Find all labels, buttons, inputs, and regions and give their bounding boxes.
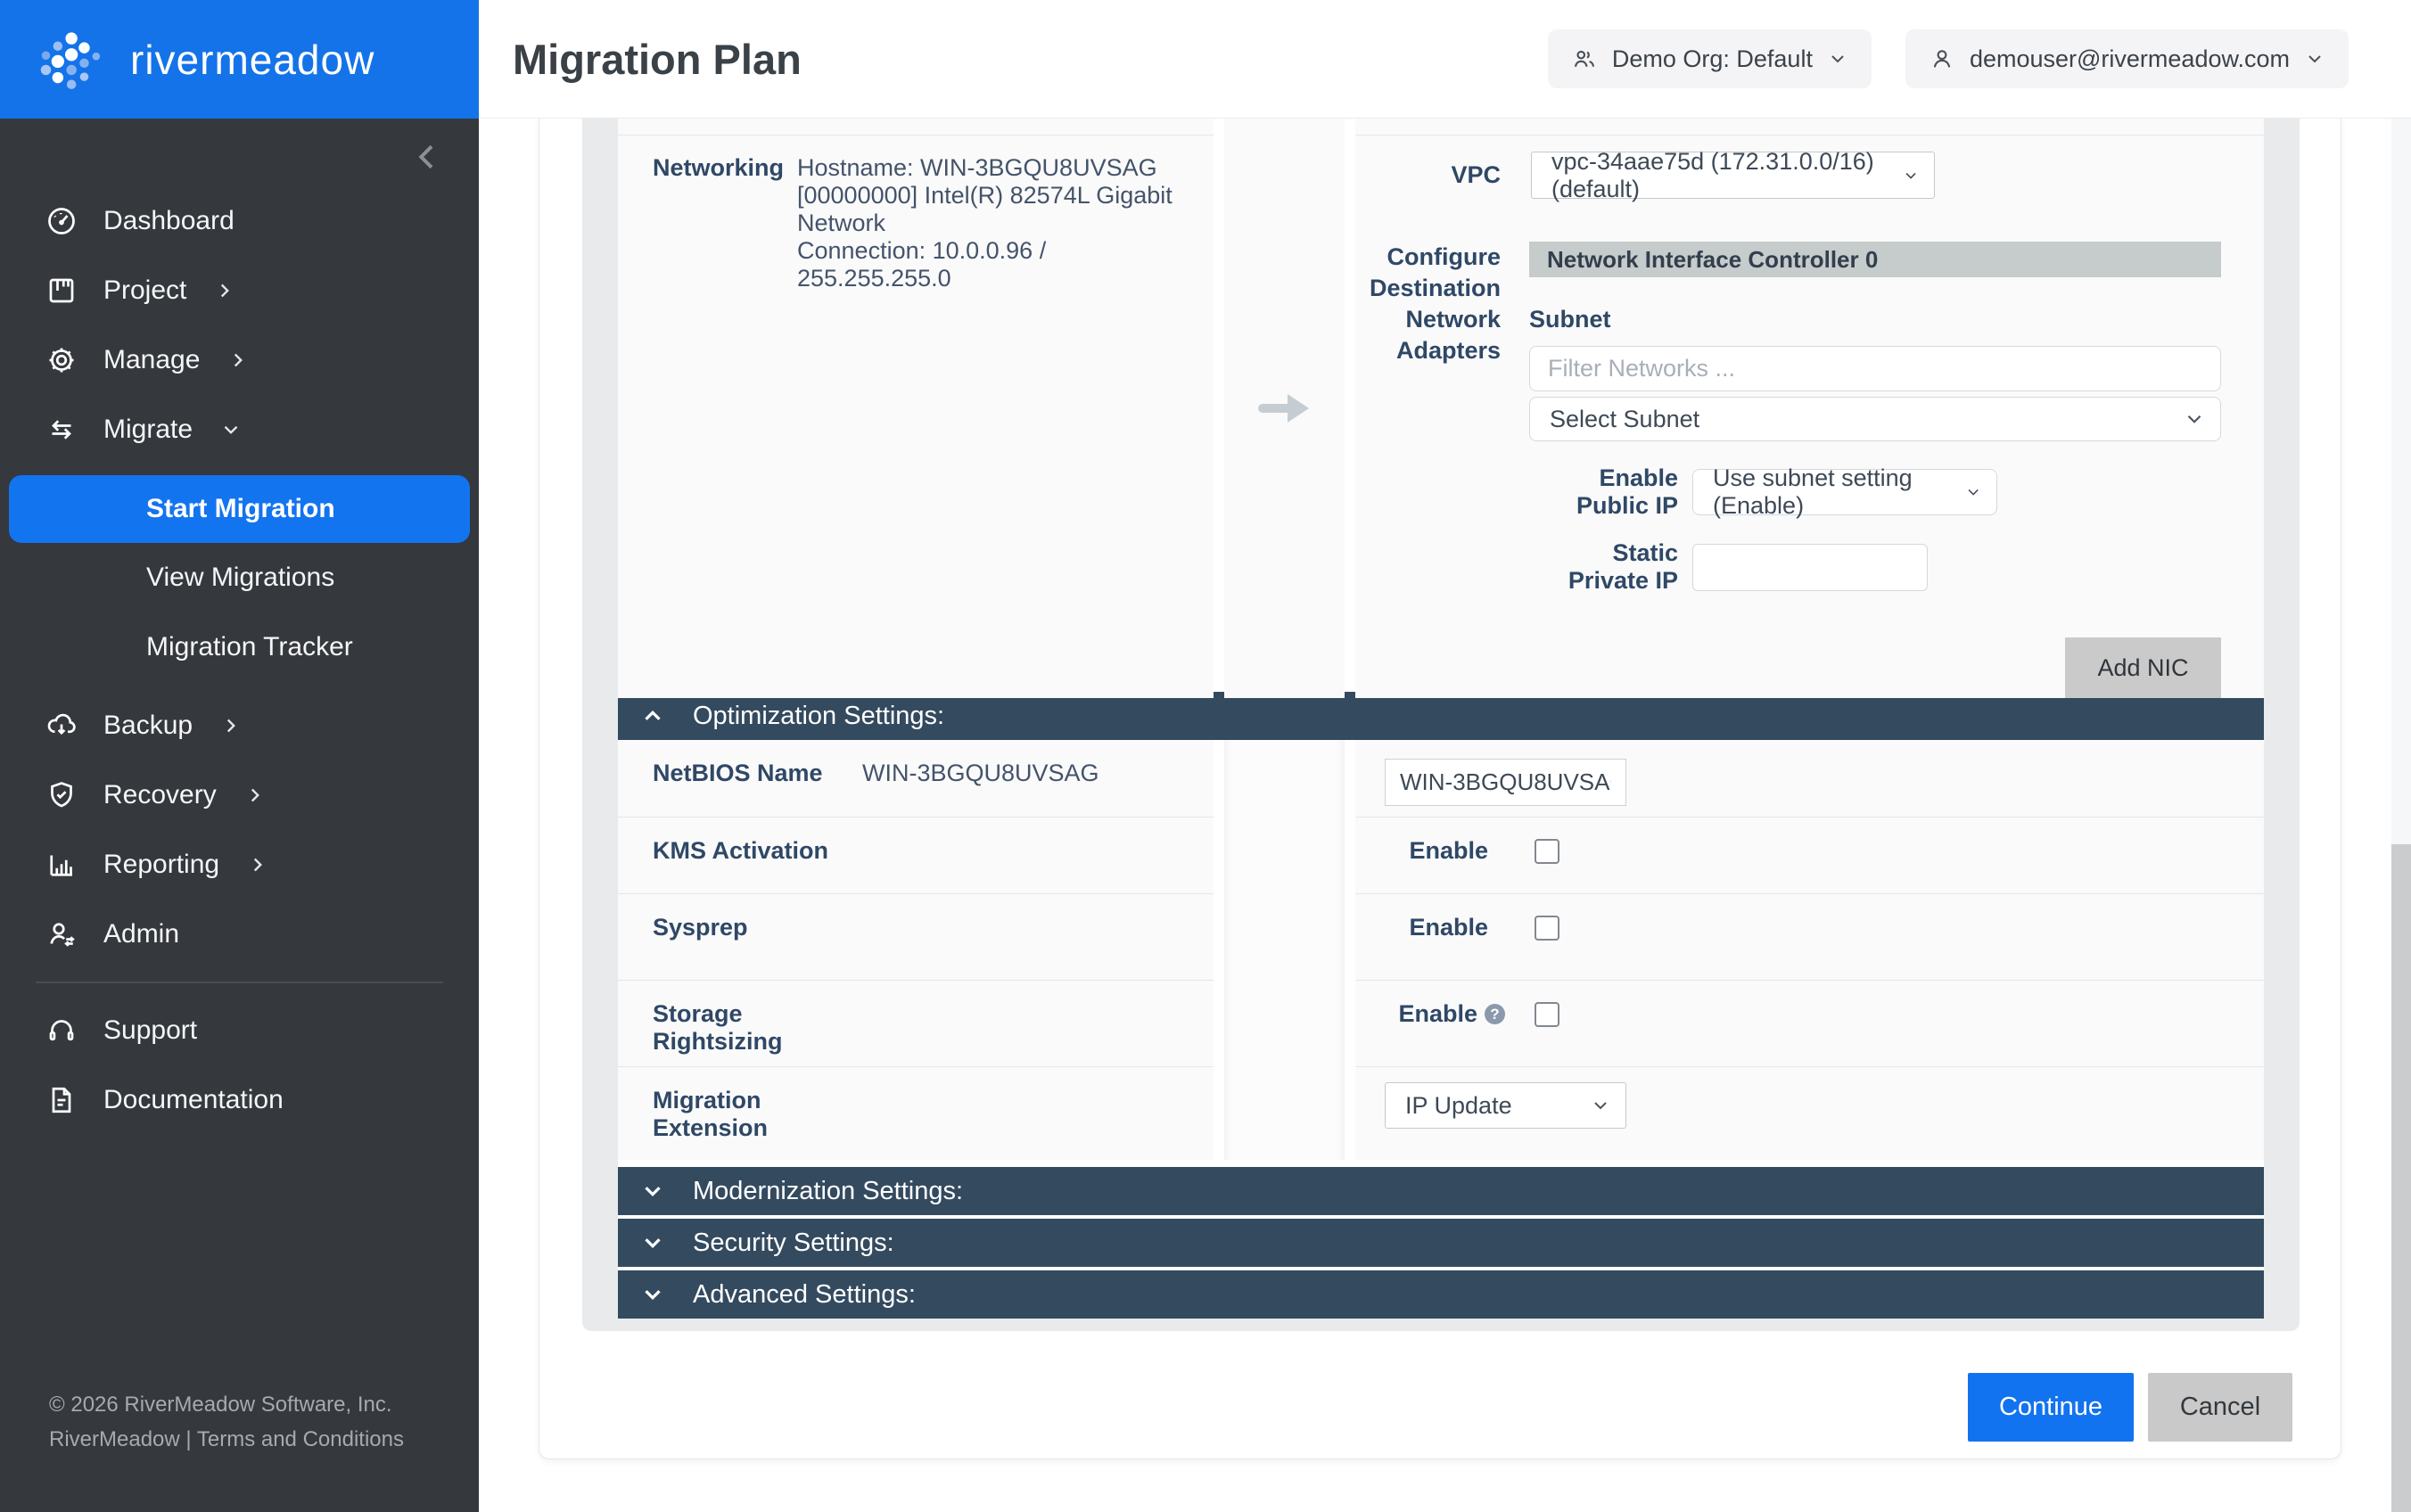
sidebar (0, 0, 479, 1512)
connection-text: Connection: 10.0.0.96 / 255.255.255.0 (797, 237, 1047, 292)
page-title: Migration Plan (513, 35, 802, 83)
configure-label-line: Adapters (1395, 337, 1501, 364)
sidebar-nav (0, 186, 479, 1135)
configure-adapters-row (1355, 242, 2264, 698)
sidebar-item-label: Reporting (103, 850, 220, 879)
kms-activation-label: KMS Activation (653, 837, 829, 864)
subnet-label: Subnet (1529, 306, 1611, 333)
terms-link[interactable]: RiverMeadow | Terms and Conditions (49, 1427, 404, 1451)
chevron-down-icon (1827, 48, 1848, 70)
copyright-text: © 2026 RiverMeadow Software, Inc. (49, 1393, 392, 1417)
optimization-rows (618, 740, 2264, 1160)
netbios-name-input[interactable] (1385, 759, 1626, 806)
sidebar-item-label: Start Migration (146, 494, 335, 523)
sidebar-item-start-migration[interactable] (9, 475, 470, 543)
configure-label-line: Configure (1387, 243, 1501, 270)
modernization-settings-title: Modernization Settings: (693, 1176, 964, 1205)
dashboard-icon (45, 204, 78, 238)
static-private-ip-row (1529, 539, 2221, 595)
security-settings-title: Security Settings: (693, 1228, 894, 1257)
sysprep-enable-checkbox[interactable] (1535, 916, 1559, 941)
user-menu[interactable] (1905, 29, 2349, 88)
chevron-right-icon (246, 853, 269, 876)
help-icon[interactable]: ? (1485, 1004, 1505, 1024)
networking-details (797, 154, 1198, 292)
chevron-down-icon (1964, 481, 1982, 503)
people-icon (1571, 45, 1598, 72)
enable-public-ip-row (1529, 464, 2221, 520)
enable-public-ip-label: Enable Public IP (1576, 464, 1678, 519)
row-divider (618, 119, 1214, 136)
support-icon (45, 1014, 78, 1048)
modernization-settings-header[interactable] (618, 1167, 2264, 1215)
sidebar-item-documentation[interactable] (0, 1065, 479, 1135)
migration-extension-select[interactable] (1385, 1082, 1626, 1129)
storage-rightsizing-label: Storage Rightsizing (653, 1000, 783, 1055)
sidebar-item-dashboard[interactable] (0, 186, 479, 256)
cancel-button[interactable]: Cancel (2148, 1373, 2292, 1442)
sidebar-item-reporting[interactable] (0, 830, 479, 900)
hostname-text: Hostname: WIN-3BGQU8UVSAG (797, 154, 1157, 181)
chevron-right-icon (243, 784, 267, 807)
storage-rightsizing-label-cell (618, 980, 1214, 1066)
kms-enable-checkbox[interactable] (1535, 839, 1559, 864)
enable-public-ip-value: Use subnet setting (Enable) (1713, 464, 1913, 519)
security-settings-header[interactable] (618, 1219, 2264, 1267)
rivermeadow-dots-icon (36, 21, 112, 98)
mapping-strip (1224, 740, 1345, 1160)
chevron-down-icon (2304, 48, 2325, 70)
advanced-settings-title: Advanced Settings: (693, 1279, 916, 1309)
sidebar-item-label: View Migrations (146, 563, 335, 592)
chevron-right-icon (213, 279, 236, 302)
project-icon (45, 274, 78, 308)
migrate-icon (45, 413, 78, 447)
sidebar-item-label: Migration Tracker (146, 632, 353, 662)
sysprep-enable-cell (1355, 893, 2264, 980)
storage-enable-cell (1355, 980, 2264, 1066)
kms-label-cell (618, 817, 1214, 893)
chevron-right-icon (226, 349, 250, 372)
storage-enable-label: Enable (1398, 1000, 1477, 1027)
migration-plan-card (539, 119, 2341, 1459)
migration-extension-label: Migration Extension (653, 1087, 769, 1141)
sidebar-item-migration-tracker[interactable] (0, 612, 479, 682)
org-selector[interactable] (1548, 29, 1872, 88)
admin-icon (45, 917, 78, 951)
migration-extension-cell (1355, 1066, 2264, 1160)
static-private-ip-input[interactable] (1692, 544, 1928, 591)
brand-name: rivermeadow (130, 36, 375, 83)
sidebar-item-project[interactable] (0, 256, 479, 325)
sidebar-item-label: Recovery (103, 780, 217, 809)
recovery-icon (45, 778, 78, 812)
sysprep-label-cell (618, 893, 1214, 980)
org-selector-label: Demo Org: Default (1611, 45, 1813, 72)
advanced-settings-header[interactable] (618, 1270, 2264, 1319)
netbios-label-cell (618, 740, 1214, 817)
chevron-down-icon (2183, 407, 2206, 431)
filter-networks-input[interactable] (1529, 346, 2221, 391)
chevron-down-icon (639, 1229, 666, 1256)
sidebar-item-view-migrations[interactable] (0, 543, 479, 612)
documentation-icon (45, 1083, 78, 1117)
chevron-left-icon (409, 137, 445, 177)
sidebar-item-backup[interactable] (0, 691, 479, 760)
top-header (479, 0, 2411, 119)
add-nic-button[interactable]: Add NIC (2065, 637, 2221, 698)
netbios-input-cell (1355, 740, 2264, 817)
main-content (479, 119, 2411, 1512)
subnet-select[interactable] (1529, 397, 2221, 441)
sidebar-footer (49, 1387, 404, 1457)
sidebar-divider (36, 982, 443, 983)
storage-enable-checkbox[interactable] (1535, 1002, 1559, 1027)
networking-row (618, 136, 1214, 292)
vpc-select[interactable] (1531, 147, 1935, 202)
user-menu-label: demouser@rivermeadow.com (1969, 45, 2290, 72)
sysprep-label: Sysprep (653, 914, 748, 941)
netbios-name-label: NetBIOS Name (653, 760, 823, 786)
arrow-right-icon (1255, 388, 1314, 429)
kms-enable-cell (1355, 817, 2264, 893)
nic-header: Network Interface Controller 0 (1529, 242, 2221, 277)
add-nic-row (1529, 637, 2221, 698)
vpc-label: VPC (1451, 161, 1501, 188)
person-icon (1929, 45, 1955, 72)
header-controls (1548, 29, 2349, 88)
row-divider (1355, 119, 2264, 136)
scrollbar-track[interactable] (2391, 119, 2411, 1512)
network-section (618, 119, 2264, 692)
enable-public-ip-select[interactable] (1692, 464, 1997, 519)
migration-extension-label-cell (618, 1066, 1214, 1160)
chevron-down-icon (1590, 1095, 1611, 1116)
static-private-ip-label: Static Private IP (1568, 539, 1678, 594)
chevron-up-icon (639, 703, 666, 729)
sidebar-item-label: Admin (103, 919, 180, 949)
mapping-panel (1224, 119, 1345, 698)
chevron-down-icon (639, 1281, 666, 1308)
vpc-row (1355, 147, 2264, 202)
sidebar-item-admin[interactable] (0, 900, 479, 969)
sidebar-collapse-button[interactable] (406, 134, 448, 180)
chevron-down-icon (1902, 165, 1920, 186)
netbios-name-value: WIN-3BGQU8UVSAG (862, 760, 1099, 786)
nav-spacer (0, 682, 479, 691)
chevron-right-icon (219, 714, 243, 737)
source-panel (618, 119, 1214, 698)
subnet-select-value: Select Subnet (1550, 405, 1700, 432)
sysprep-enable-label: Enable (1409, 914, 1488, 941)
settings-inner (618, 119, 2264, 1319)
sidebar-item-label: Backup (103, 711, 193, 740)
sidebar-item-migrate[interactable] (0, 395, 479, 464)
sidebar-item-recovery[interactable] (0, 760, 479, 830)
vpc-select-value: vpc-34aae75d (172.31.0.0/16) (default) (1551, 147, 1874, 202)
configure-label-line: Network (1405, 306, 1501, 333)
optimization-settings-header[interactable] (618, 692, 2264, 740)
manage-icon (45, 343, 78, 377)
adapter-text: [00000000] Intel(R) 82574L Gigabit Network (797, 182, 1173, 236)
brand-logo (0, 0, 479, 119)
configure-adapters-label (1355, 242, 1501, 698)
chevron-down-icon (219, 418, 243, 441)
configure-label-line: Destination (1369, 275, 1501, 301)
nic-config-fields (1529, 242, 2221, 698)
sidebar-item-manage[interactable] (0, 325, 479, 395)
scrollbar-thumb[interactable] (2391, 844, 2411, 1512)
sidebar-item-support[interactable] (0, 996, 479, 1065)
chevron-down-icon (639, 1178, 666, 1204)
sidebar-item-label: Migrate (103, 415, 193, 444)
sidebar-item-label: Support (103, 1015, 198, 1045)
reporting-icon (45, 848, 78, 882)
networking-label: Networking (653, 154, 785, 181)
form-actions (1968, 1373, 2292, 1442)
sidebar-item-label: Project (103, 275, 187, 305)
target-panel (1355, 119, 2264, 698)
sidebar-item-label: Dashboard (103, 206, 235, 235)
sidebar-item-label: Manage (103, 345, 201, 374)
migration-extension-value: IP Update (1405, 1091, 1512, 1119)
kms-enable-label: Enable (1409, 837, 1488, 864)
sidebar-item-label: Documentation (103, 1085, 284, 1114)
settings-container (582, 119, 2300, 1331)
continue-button[interactable]: Continue (1968, 1373, 2134, 1442)
backup-icon (45, 709, 78, 743)
optimization-settings-title: Optimization Settings: (693, 701, 945, 730)
